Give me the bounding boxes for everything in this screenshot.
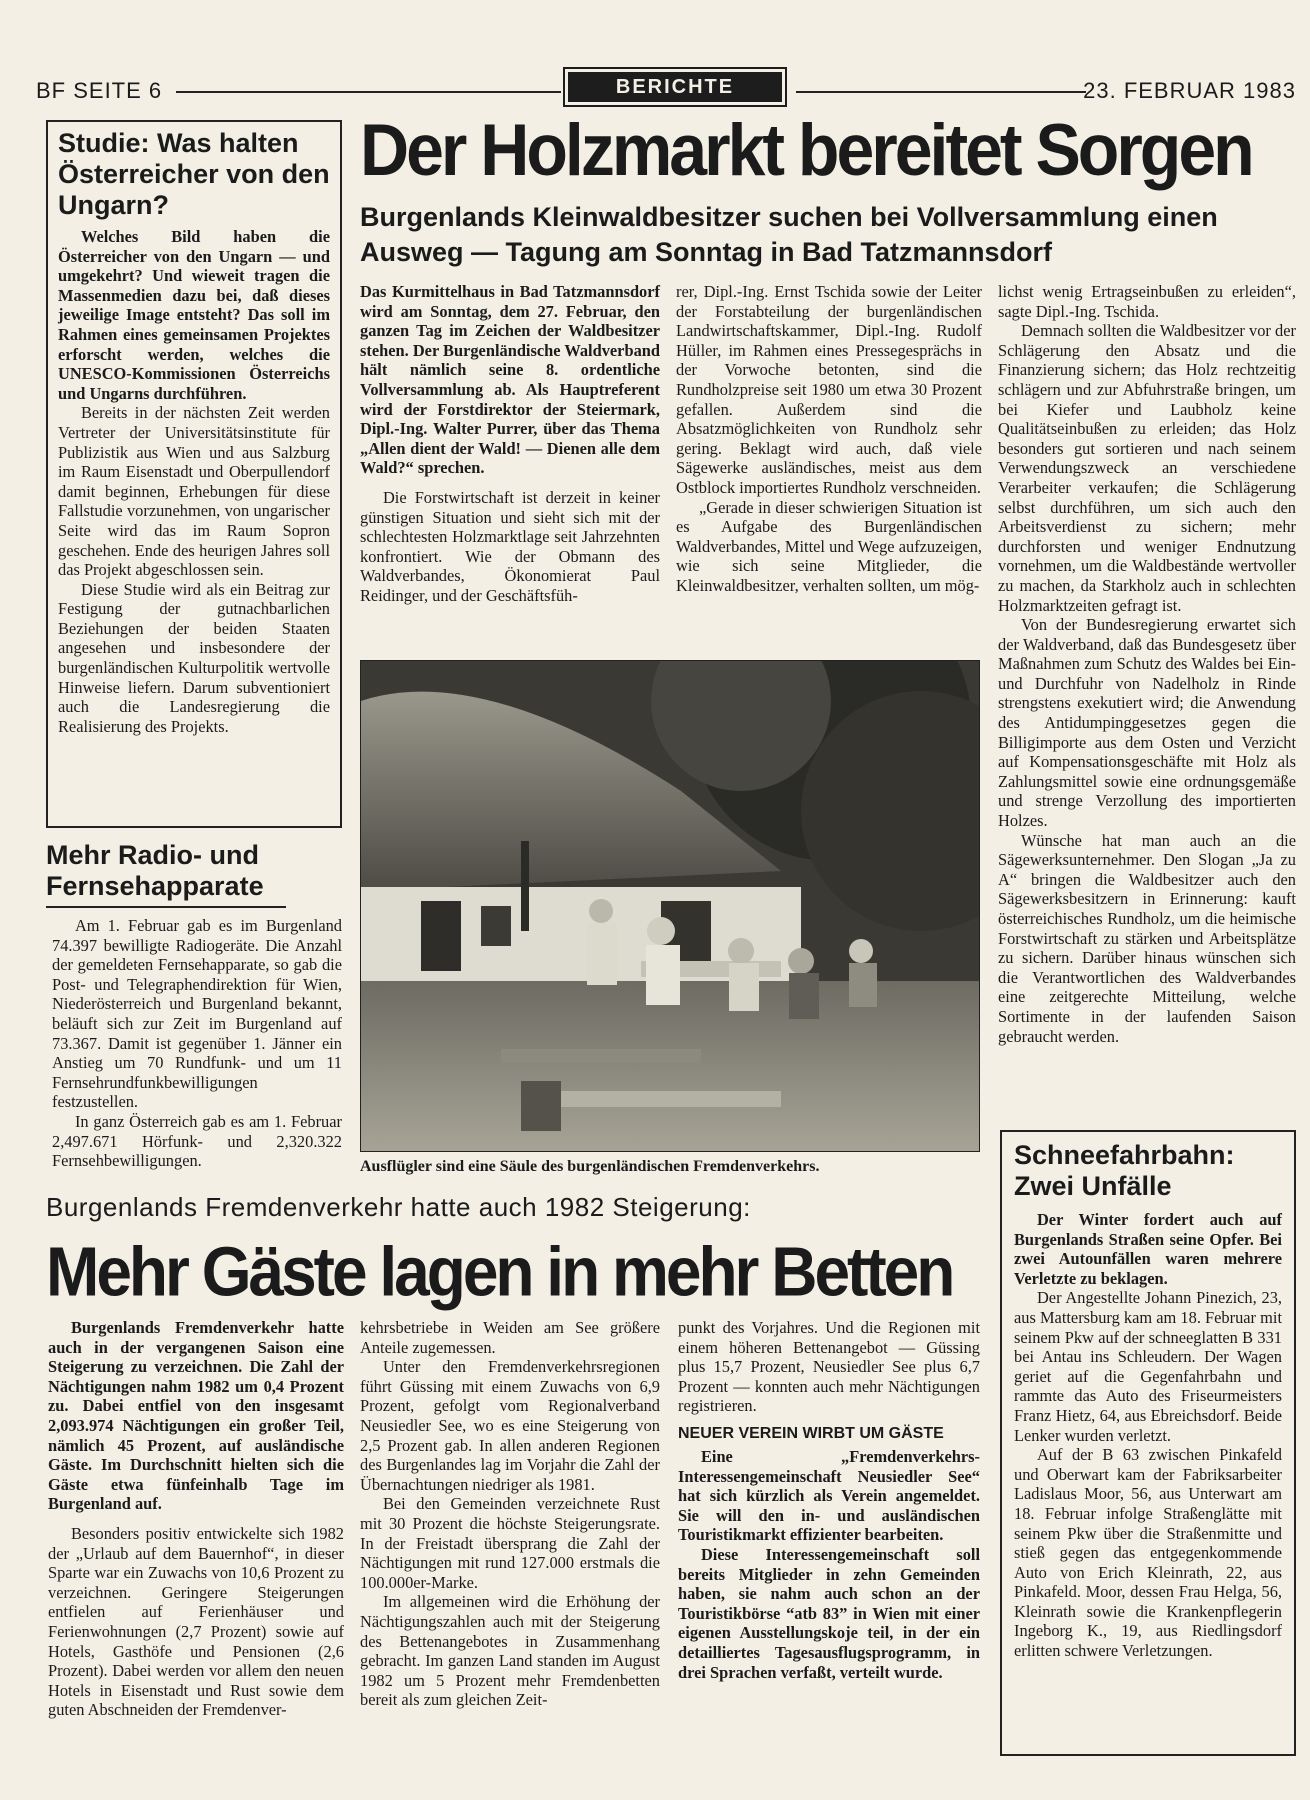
tourism-col2-d: Im allgemeinen wird die Erhöhung der Nächtigungszahlen auch mit der Steigerung des Bettenangebotes in Zusammenhang gebracht. Im ganzen Land standen im August 1982 um 5 Prozent mehr Fremdenbetten bereit als zum gleichen Zeit- (360, 1592, 660, 1710)
holz-col3-b: Demnach sollten die Waldbesitzer vor der Schlägerung den Absatz und die Finanzierung sichern; das Holz rechtzeitig schlägern und zur Abfuhrstraße bringen, um bei Kiefer und Laubholz keine Qualitätseinbußen zu erleiden; das Holz besonders gut sortieren und nach seinem Verwendungszweck an verschiedene Verarbeiter verkaufen; die Schlägerung selbst durchführen, um sich auch den Arbeitsverdienst zu sichern; mehr durchforsten und weniger Endnutzung vornehmen, um die Waldbestände wertvoller zu machen, da Starkholz auch in schlechten Holzmarktzeiten gefragt ist. (998, 321, 1296, 615)
radio-text (46, 916, 342, 1171)
radio-article (46, 840, 342, 1171)
tourism-headline: Mehr Gäste lagen in mehr Betten (46, 1233, 953, 1311)
study-intro: Welches Bild haben die Österreicher von den Ungarn — und umgekehrt? Und wieweit tragen die Massenmedien dazu bei, daß dieses jeweilige Image entsteht? Das soll im Rahmen eines gemeinsamen Projektes erforscht werden, welches die UNESCO-Kommissionen Österreichs und Ungarns durchführen. (58, 227, 330, 403)
snow-lead: Der Winter fordert auch auf Burgenlands Straßen seine Opfer. Bei zwei Autounfällen waren mehrere Verletzte zu beklagen. (1014, 1210, 1282, 1288)
section-badge: BERICHTE (568, 72, 782, 102)
holz-subheadline: Burgenlands Kleinwaldbesitzer suchen bei Vollversammlung einen Ausweg — Tagung am Sonntag in Bad Tatzmannsdorf (360, 202, 1218, 267)
holz-column-2 (676, 282, 982, 596)
tourism-col3-c: Diese Interessengemeinschaft soll bereits Mitglieder in zehn Gemeinden haben, sie nahm auch schon an der Touristikbörse “atb 83” in Wien mit einer eigenen Ausstellungskoje teil, in der ein detailliertes Tagesausflugsprogramm, in drei Sprachen verfaßt, verteilt wurde. (678, 1544, 980, 1682)
masthead (36, 78, 1296, 112)
radio-p1: Am 1. Februar gab es im Burgenland 74.397 bewilligte Radiogeräte. Die Anzahl der gemeldeten Fernsehapparate, so gab die Post- und Telegraphendirektion für Wien, Niederösterreich und Burgenland bekannt, beläuft sich zur Zeit im Burgenland auf 73.367. Damit ist gegenüber 1. Jänner ein Anstieg um 70 Rundfunk- und um 11 Fernsehrundfunkbewilligungen festzustellen. (52, 916, 342, 1112)
holz-headline: Der Holzmarkt bereitet Sorgen (360, 109, 1252, 192)
tourism-overline: Burgenlands Fremdenverkehr hatte auch 1982 Steigerung: (46, 1192, 751, 1222)
holz-col3-d: Wünsche hat man auch an die Sägewerksunternehmer. Den Slogan „Ja zu A“ bringen die Waldbesitzer auch den Sägewerksbesitzern in Erinnerung: kauft österreichisches Rundholz, um die heimische Forstwirtschaft zu stärken und Arbeitsplätze zu sichern. Darüber hinaus wünschen sich die Verantwortlichen des Waldverbandes eine zeitgerechte Mitteilung, welche Sortimente in der laufenden Saison gebraucht werden. (998, 830, 1296, 1046)
holz-column-1 (360, 282, 660, 606)
tourism-col3-a: punkt des Vorjahres. Und die Regionen mit einem höheren Bettenangebot — Güssing plus 15,7 Prozent, Neusiedler See plus 6,7 Prozent — konnten auch mehr Nächtigungen registrieren. (678, 1318, 980, 1416)
tourism-subheading: NEUER VEREIN WIRBT UM GÄSTE (678, 1424, 944, 1442)
snow-p2: Auf der B 63 zwischen Pinkafeld und Oberwart kam der Fabriksarbeiter Ladislaus Moor, 56, aus Unterwart am 18. Februar infolge Straßenglätte mit seinem Pkw über die Straßenmitte und stieß gegen das entgegenkommende Auto von Erich Kleinrath, 22, aus Pinkafeld. Moor, dessen Frau Helga, 56, Kleinrath sowie die Krankenpflegerin Ingeborg K., 19, aus Riedlingsdorf erlitten schwere Verletzungen. (1014, 1445, 1282, 1661)
tourism-col2-a: kehrsbetriebe in Weiden am See größere Anteile zugemessen. (360, 1318, 660, 1357)
study-title: Studie: Was halten Österreicher von den Ungarn? (58, 128, 330, 220)
photo-illustration (361, 661, 980, 1152)
tourism-col3-b: Eine „Fremdenverkehrs-Interessengemeinschaft Neusiedler See“ hat sich kürzlich als Verein angemeldet. Sie will den in- und ausländischen Touristikmarkt effizienter bearbeiten. (678, 1446, 980, 1545)
tourism-col1-text: Besonders positiv entwickelte sich 1982 der „Urlaub auf dem Bauernhof“, in dieser Sparte war ein Zuwachs von 10,6 Prozent zu verzeichnen. Geringere Steigerungen entfielen auf Ferienhäuser und Ferienwohnungen (2,7 Prozent) sowie auf Hotels, Gasthöfe und Pensionen (2,6 Prozent). Dabei werden vor allem den neuen Hotels in Eisenstadt und Rust sowie dem guten Abschneiden der Fremdenver- (48, 1523, 344, 1720)
snow-p1: Der Angestellte Johann Pinezich, 23, aus Mattersburg kam am 18. Februar mit seinem Pkw auf der schneeglatten B 331 bei Antau ins Schleudern. Der Wagen geriet auf die Gegenfahrbahn und rammte das Auto des Friseurmeisters Franz Hietz, 64, aus Ebreichsdorf. Beide Lenker wurden verletzt. (1014, 1288, 1282, 1445)
photo-excursionists (360, 660, 980, 1152)
issue-date: 23. FEBRUAR 1983 (1083, 78, 1296, 103)
masthead-rule-right (796, 91, 1086, 93)
holz-col1-text: Die Forstwirtschaft ist derzeit in keiner günstigen Situation und sieht sich mit der schlechtesten Holzmarktlage seit Jahrzehnten konfrontiert. Wie der Obmann des Waldverbandes, Ökonomierat Paul Reidinger, und der Geschäftsfüh- (360, 487, 660, 605)
page-number: BF SEITE 6 (36, 78, 163, 103)
study-body-2: Diese Studie wird als ein Beitrag zur Festigung der gutnachbarlichen Beziehungen der beiden Staaten angesehen und insbesondere der burgenländischen Kulturpolitik wertvolle Hinweise liefern. Darum subventioniert auch die Landesregierung die Realisierung des Projekts. (58, 579, 330, 736)
snow-box (1000, 1130, 1296, 1756)
tourism-col2-b: Unter den Fremdenverkehrsregionen führt Güssing mit einem Zuwachs von 6,9 Prozent, gefolgt vom Regionalverband Neusiedler See, wo es eine Steigerung von 2,5 Prozent gab. In allen anderen Regionen des Burgenlandes lag im Vorjahr die Zahl der Übernachtungen niedriger als 1981. (360, 1357, 660, 1494)
study-body: Bereits in der nächsten Zeit werden Vertreter der Universitätsinstitute für Publizistik aus Wien und aus Salzburg im Raum Eisenstadt und Oberpullendorf damit beginnen, Erhebungen für diese Fallstudie vorzunehmen, von ungarischer Seite wird das im Raum Sopron geschehen. Ende des heurigen Jahres soll das Projekt abgeschlossen sein. (58, 403, 330, 580)
holz-col3-a: lichst wenig Ertragseinbußen zu erleiden“, sagte Dipl.-Ing. Tschida. (998, 282, 1296, 321)
radio-p2: In ganz Österreich gab es am 1. Februar 2,497.671 Hörfunk- und 2,320.322 Fernsehbewilligungen. (52, 1111, 342, 1171)
bench (501, 1049, 701, 1063)
holz-col2-text: rer, Dipl.-Ing. Ernst Tschida sowie der Leiter der Forstabteilung der burgenländischen Landwirtschaftskammer, Dipl.-Ing. Rudolf Hüller, im Rahmen eines Pressegesprächs in der Vorwoche betonten, sind die Rundholzpreise seit 1980 um etwa 30 Prozent gefallen. Außerdem sind die Absatzmöglichkeiten von Rundholz sehr gering. Beklagt wird auch, daß viele Sägewerke ausländisches, meist aus dem Ostblock importiertes Rundholz verschneiden. (676, 282, 982, 497)
study-box (46, 120, 342, 828)
tourism-column-3 (678, 1318, 980, 1682)
tourism-lead: Burgenlands Fremdenverkehr hatte auch in der vergangenen Saison eine Steigerung zu verzeichnen. Die Zahl der Nächtigungen nahm 1982 um 0,4 Prozent zu. Dabei entfiel von den insgesamt 2,093.974 Nächtigungen ein großer Teil, nämlich 45 Prozent, auf ausländische Gäste. Im Durchschnitt hielten sich die Gäste etwa fünfeinhalb Tage im Burgenland auf. (48, 1318, 344, 1514)
masthead-rule-left (176, 91, 561, 93)
holz-col2-quote: „Gerade in dieser schwierigen Situation ist es Aufgabe des Burgenländischen Waldverbandes, Mittel und Wege aufzuzeigen, wie sich seine Mitglieder, die Kleinwaldbesitzer, verhalten sollten, um mög- (676, 497, 982, 595)
snow-text (1014, 1210, 1282, 1661)
tourism-col2-c: Bei den Gemeinden verzeichnete Rust mit 30 Prozent die höchste Steigerungsrate. In der Freistadt übersprang die Zahl der Nächtigungen mit rund 127.000 erstmals die 100.000er-Marke. (360, 1494, 660, 1592)
snow-title: Schneefahrbahn: Zwei Unfälle (1014, 1140, 1235, 1201)
holz-col3-c: Von der Bundesregierung erwartet sich der Waldverband, daß das Bundesgesetz über Maßnahmen zum Schutz des Waldes bei Ein- und Durchfuhr von Nadelholz in Rinde strengstens exekutiert wird; die Anwendung des Antidumpinggesetzes gegen die Billigimporte aus dem Osten und Verzicht auf Kompensationsgeschäfte mit Holz als Zahlungsmittel sowie eine ordnungsgemäße und strenge Verzollung des importierten Holzes. (998, 615, 1296, 831)
study-text (58, 227, 330, 736)
holz-lead: Das Kurmittelhaus in Bad Tatzmannsdorf wird am Sonntag, dem 27. Februar, den ganzen Tag im Zeichen der Waldbesitzer stehen. Der Burgenländische Waldverband hält nämlich seine 8. ordentliche Vollversammlung ab. Als Hauptreferent wird der Forstdirektor der Steiermark, Dipl.-Ing. Walter Purrer, über das Thema „Allen dient der Wald! — Dienen alle dem Wald?“ sprechen. (360, 282, 660, 478)
tourism-column-1 (48, 1318, 344, 1720)
photo-caption: Ausflügler sind eine Säule des burgenländischen Fremdenverkehrs. (360, 1158, 820, 1175)
tourism-column-2 (360, 1318, 660, 1710)
radio-title: Mehr Radio- und Fernsehapparate (46, 840, 286, 908)
holz-column-3 (998, 282, 1296, 1046)
